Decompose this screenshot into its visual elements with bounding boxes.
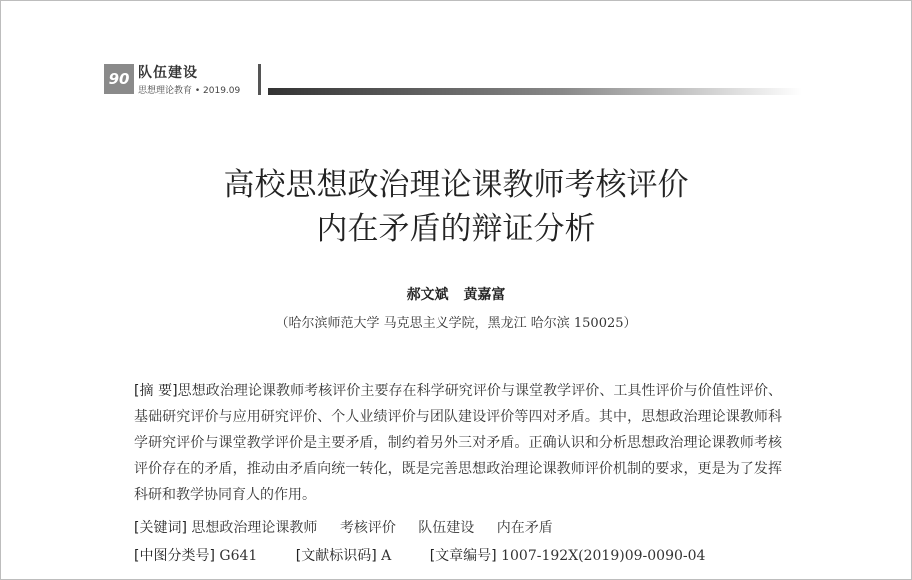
article-no-group [430, 548, 706, 564]
title-line-2: 内在矛盾的辩证分析 [316, 211, 596, 247]
keywords-label: [关键词] [134, 520, 187, 536]
doc-code-label: [文献标识码] [295, 548, 377, 564]
keyword: 内在矛盾 [496, 520, 553, 536]
affiliation: （哈尔滨师范大学 马克思主义学院，黑龙江 哈尔滨 150025） [275, 316, 637, 331]
keyword: 考核评价 [339, 520, 396, 536]
header-rule [268, 88, 802, 95]
author-1: 郝文斌 [406, 287, 449, 303]
clc-value: G641 [219, 548, 258, 564]
title-line-1: 高校思想政治理论课教师考核评价 [223, 167, 689, 203]
classification [134, 545, 782, 565]
doc-code-group [296, 548, 396, 564]
article-no-value: 1007-192X(2019)09-0090-04 [501, 548, 706, 564]
clc-label: [中图分类号] [134, 548, 215, 564]
journal-issue: 思想理论教育 • 2019.09 [138, 86, 241, 96]
author-2: 黄嘉富 [463, 287, 506, 303]
article-no-label: [文章编号] [429, 548, 497, 564]
keyword: 队伍建设 [418, 520, 475, 536]
doc-code-value: A [381, 548, 392, 564]
abstract-text: 思想政治理论课教师考核评价主要存在科学研究评价与课堂教学评价、工具性评价与价值性评价、基础研究评价与应用研究评价、个人业绩评价与团队建设评价等四对矛盾。其中，思想政治理论课教师科学研究评价与课堂教学评价是主要矛盾，制约着另外三对矛盾。正确认识和分析思想政治理论课教师考核评价存在的矛盾，推动由矛盾向统一转化，既是完善思想政治理论课教师评价机制的要求，更是为了发挥科研和教学协同育人的作用。 [134, 383, 783, 503]
authors [0, 284, 912, 304]
section-name: 队伍建设 [138, 65, 198, 81]
header-divider [258, 64, 261, 95]
clc-group [134, 548, 262, 564]
article-title [0, 163, 912, 251]
page-number: 90 [104, 64, 134, 94]
abstract [134, 378, 782, 508]
keywords [134, 517, 782, 537]
keyword: 思想政治理论课教师 [191, 520, 318, 536]
abstract-label: [摘 要] [134, 383, 178, 399]
